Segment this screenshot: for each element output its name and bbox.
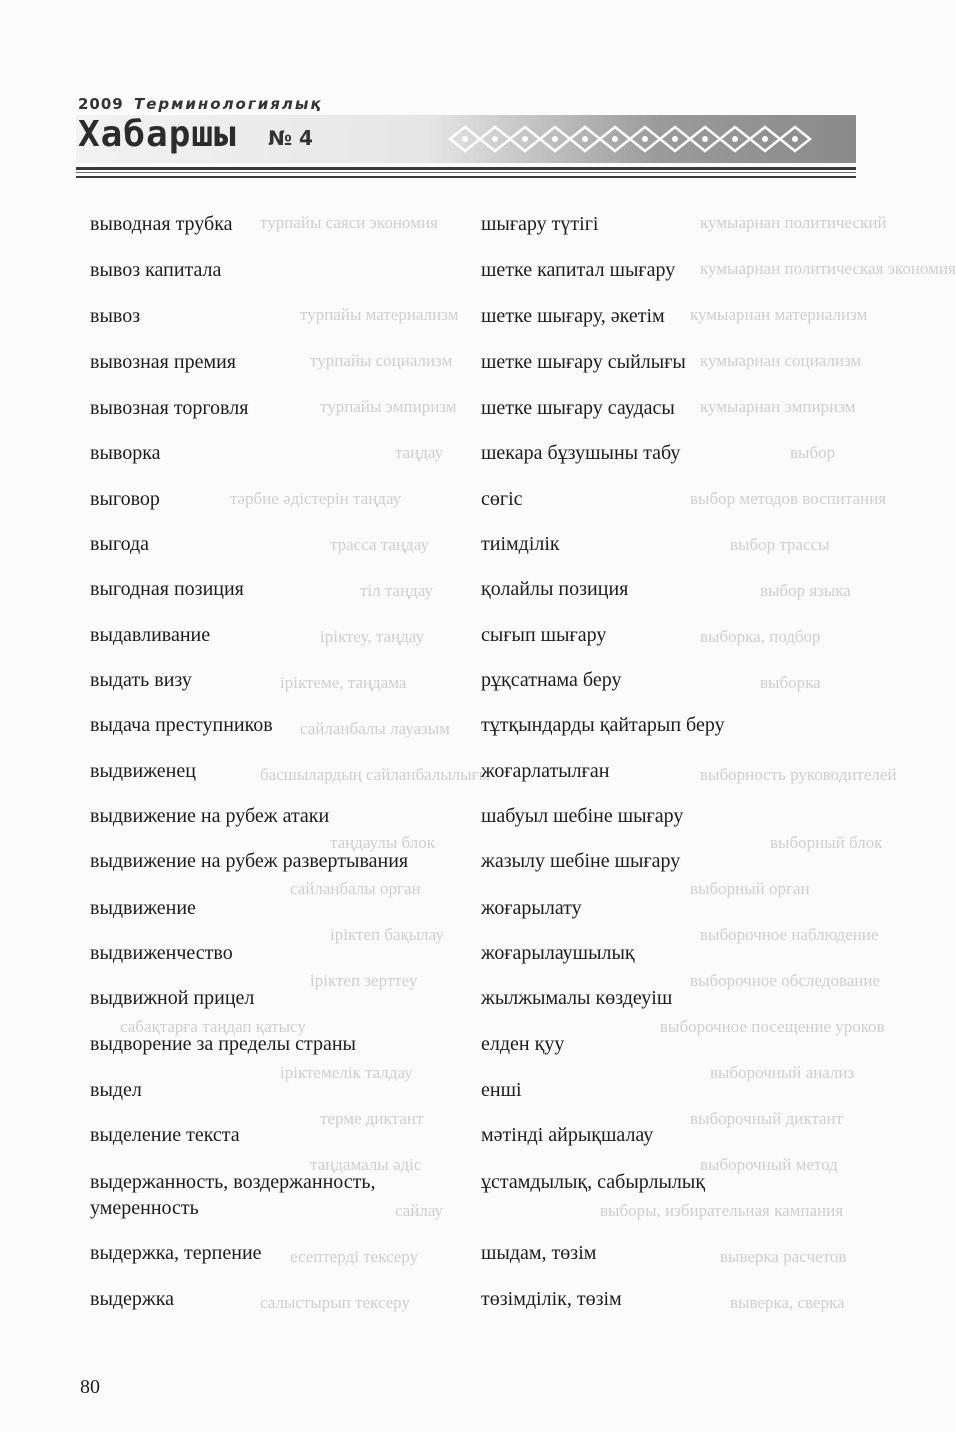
kazakh-term: жылжымалы көздеуіш (481, 987, 673, 1009)
kazakh-term: шабуыл шебіне шығару (481, 805, 684, 827)
bleed-text: выборочное обследование (690, 971, 881, 990)
kazakh-term: жоғарлатылған (481, 760, 610, 782)
kazakh-term: мәтінді айрықшалау (481, 1124, 654, 1146)
bleed-text: выборочный диктант (690, 1109, 844, 1128)
bleed-text: выбор языка (760, 581, 851, 600)
bleed-text: тіл таңдау (360, 581, 433, 600)
bleed-text: турпайы социализм (310, 351, 453, 370)
kazakh-term: шетке капитал шығару (481, 259, 676, 281)
bleed-text: іріктеп зерттеу (310, 971, 418, 990)
kazakh-term: сөгіс (481, 488, 523, 510)
bleed-text: выборочный метод (700, 1155, 838, 1174)
bleed-text: іріктемелік талдау (280, 1063, 413, 1082)
russian-term: вывозная торговля (90, 397, 249, 419)
russian-term: выдворение за пределы страны (90, 1033, 356, 1055)
russian-term: выдвиженчество (90, 942, 233, 964)
kazakh-term: жазылу шебіне шығару (481, 850, 681, 872)
kazakh-term: қолайлы позиция (481, 578, 629, 600)
bleed-text: сайлау (395, 1201, 444, 1220)
bleed-text: сабақтарға таңдап қатысу (120, 1017, 306, 1036)
bleed-text: трасса таңдау (330, 535, 429, 554)
bleed-text: выбор трассы (730, 535, 830, 554)
bleed-text: выборочное посещение уроков (660, 1017, 885, 1036)
russian-term: вывоз (90, 305, 141, 327)
bleed-text: салыстырып тексеру (260, 1293, 410, 1312)
russian-term: выдел (90, 1079, 142, 1101)
bleed-text: выборочное наблюдение (700, 925, 879, 944)
russian-term: выдвижение (90, 897, 196, 919)
kazakh-term: шетке шығару, әкетім (481, 305, 665, 327)
header-issue-number: № 4 (268, 126, 313, 150)
kazakh-term: ұстамдылық, сабырлылық (481, 1171, 706, 1193)
bleed-text: выборка, подбор (700, 627, 821, 646)
russian-term: выдвижение на рубеж развертывания (90, 850, 409, 872)
kazakh-term: шетке шығару сыйлығы (481, 351, 686, 373)
bleed-text: выбор (790, 443, 836, 462)
russian-term: выдвижение на рубеж атаки (90, 805, 330, 827)
russian-term: выговор (90, 488, 160, 510)
russian-term: выворка (90, 442, 161, 464)
bleed-text: терме диктант (320, 1109, 424, 1128)
kazakh-term: шығару түтігі (481, 213, 599, 235)
bleed-text: кумыарнан политическая экономия (700, 259, 956, 278)
kazakh-term: шекара бұзушыны табу (481, 442, 681, 464)
bleed-text: выборы, избирательная кампания (600, 1201, 844, 1220)
kazakh-term: төзімділік, төзім (481, 1288, 622, 1310)
kazakh-term: сығып шығару (481, 624, 607, 646)
kazakh-term: шетке шығару саудасы (481, 397, 675, 419)
russian-term: вывоз капитала (90, 259, 222, 281)
bleed-text: турпайы саяси экономия (260, 213, 438, 232)
russian-term: выдержка (90, 1288, 175, 1310)
kazakh-term: жоғарылату (481, 897, 582, 919)
kazakh-term: елден қуу (481, 1033, 565, 1055)
bleed-text: іріктеп бақылау (330, 925, 444, 944)
bleed-text: басшылардың сайланбалылығы (260, 765, 491, 784)
page-number: 80 (80, 1376, 100, 1398)
kazakh-term: шыдам, төзім (481, 1242, 597, 1264)
bleed-text: кумыарнан эмпиризм (700, 397, 856, 416)
bleed-text: выборка (760, 673, 821, 692)
kazakh-term: тиімділік (481, 533, 560, 555)
russian-term: выдача преступников (90, 714, 273, 736)
bleed-text: кумыарнан материализм (690, 305, 868, 324)
kazakh-term: рұқсатнама беру (481, 669, 622, 691)
russian-term: выдержка, терпение (90, 1242, 262, 1264)
bleed-text: таңдамалы әдіс (310, 1155, 422, 1174)
header-year: 2009 (78, 95, 124, 113)
bleed-text: выверка, сверка (730, 1293, 845, 1312)
bleed-text: выбор методов воспитания (690, 489, 887, 508)
bleed-text: выверка расчетов (720, 1247, 847, 1266)
bleed-text: турпайы материализм (300, 305, 459, 324)
russian-term: выгода (90, 533, 150, 555)
russian-term: выводная трубка (90, 213, 233, 235)
bleed-text: выборный орган (690, 879, 810, 898)
bleed-text: іріктеме, таңдама (280, 673, 407, 692)
russian-term: выдавливание (90, 624, 211, 646)
bleed-text: выборность руководителей (700, 765, 897, 784)
bleed-text: кумыарнан социализм (700, 351, 862, 370)
kazakh-term: енші (481, 1079, 522, 1101)
bleed-text: выборный блок (770, 833, 883, 852)
russian-term: выдвиженец (90, 760, 196, 782)
russian-term: выделение текста (90, 1124, 240, 1146)
header-title: Хабаршы (78, 114, 237, 155)
bleed-text: сайланбалы лауазым (300, 719, 450, 738)
bleed-text: тәрбие әдістерін таңдау (230, 489, 402, 508)
bleed-text: турпайы эмпиризм (320, 397, 457, 416)
bleed-text: таңдаулы блок (330, 833, 435, 852)
kazakh-term: жоғарылаушылық (481, 942, 635, 964)
russian-term: выдать визу (90, 669, 192, 691)
russian-term: выдвижной прицел (90, 987, 255, 1009)
bleed-text: сайланбалы орган (290, 879, 421, 898)
header-journal-name: Терминологиялық (133, 95, 323, 113)
russian-term: вывозная премия (90, 351, 237, 373)
bleed-text: выборочный анализ (710, 1063, 855, 1082)
bleed-text: есептерді тексеру (290, 1247, 419, 1266)
bleed-text: іріктеу, таңдау (320, 627, 424, 646)
kazakh-term: тұтқындарды қайтарып беру (481, 714, 725, 736)
bleed-text: кумыарнан политический (700, 213, 887, 232)
russian-term: выгодная позиция (90, 578, 244, 600)
russian-term: выдержанность, воздержанность, умеренность (90, 1171, 376, 1219)
bleed-text: таңдау (395, 443, 444, 462)
